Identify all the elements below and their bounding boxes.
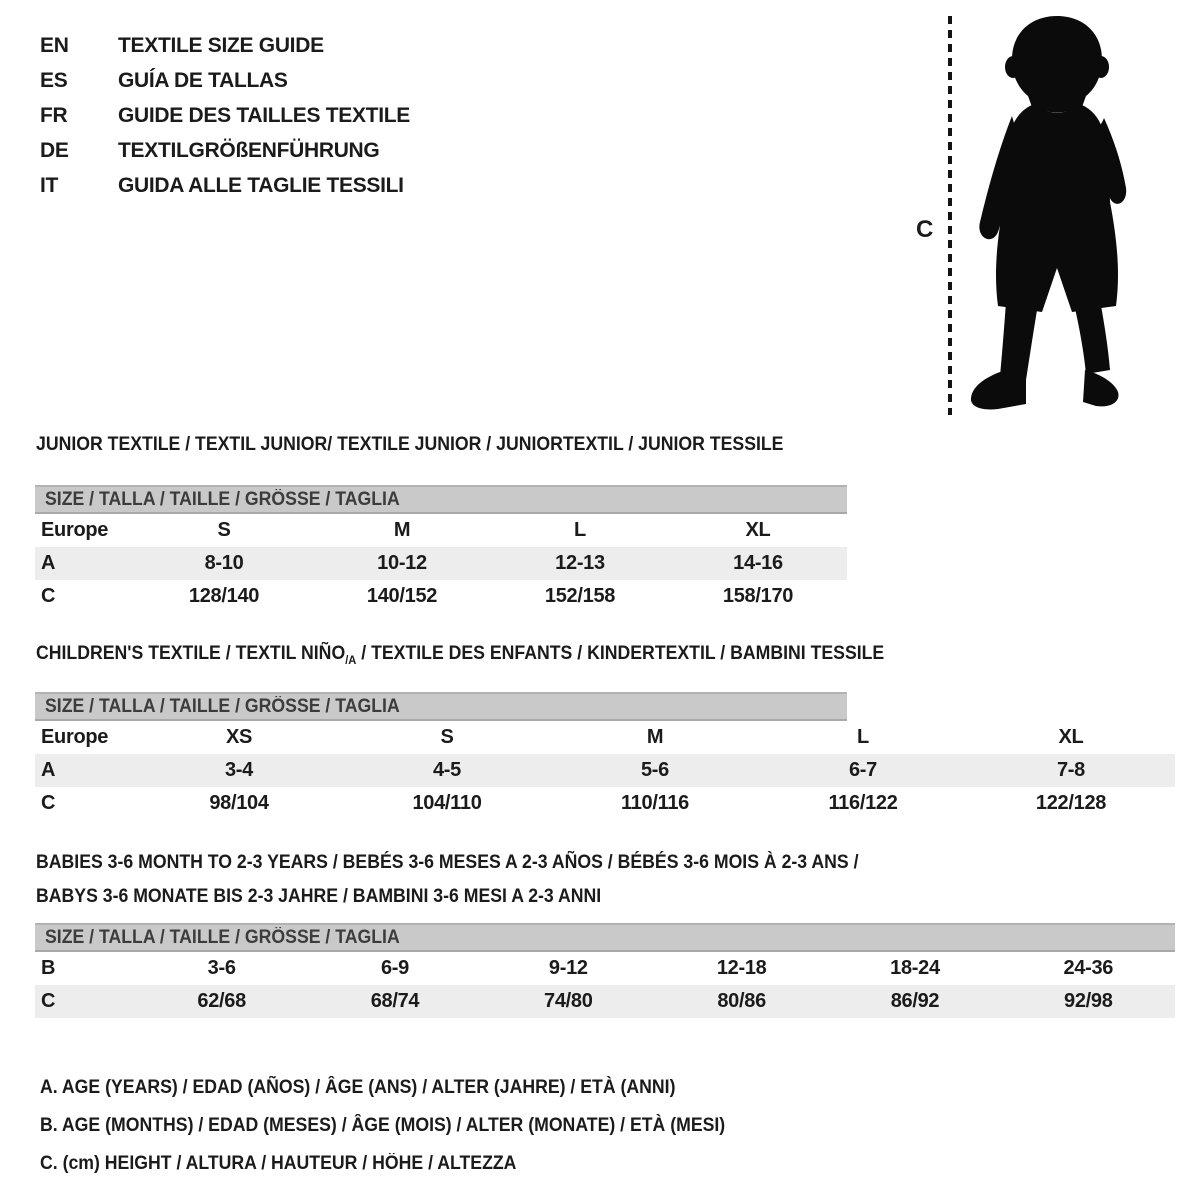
legend-line-c-wrap — [40, 1145, 777, 1183]
height-cell: 98/104 — [209, 792, 269, 814]
height-cell: 116/122 — [828, 792, 898, 814]
height-cell: 152/158 — [544, 585, 616, 607]
age-cell: 3-4 — [224, 759, 253, 781]
guide-title: TEXTILGRÖßENFÜHRUNG — [118, 138, 380, 162]
size-header-text: SIZE / TALLA / TAILLE / GRÖSSE / TAGLIA — [45, 489, 400, 510]
row-label: C — [41, 792, 56, 814]
age-cell: 5-6 — [640, 759, 669, 781]
age-cell: 12-13 — [555, 552, 605, 574]
language-title-list — [40, 28, 410, 203]
age-cell: 8-10 — [204, 552, 244, 574]
age-cell: 4-5 — [432, 759, 461, 781]
heading-babies-line1-wrap — [36, 846, 920, 880]
heading-babies-line2-wrap — [36, 880, 920, 914]
table-row — [35, 787, 1175, 820]
size-cell: XS — [225, 726, 253, 748]
heading-children-sub: /A — [345, 653, 357, 667]
age-cell: 18-24 — [890, 957, 940, 979]
legend-line-b: B. AGE (MONTHS) / EDAD (MESES) / ÂGE (MOIS) / ALTER (MONATE) / ETÀ (MESI) — [40, 1115, 726, 1136]
height-cell: 128/140 — [188, 585, 260, 607]
size-cell: M — [646, 726, 664, 748]
list-item — [40, 168, 410, 203]
size-cell: XL — [1058, 726, 1084, 748]
table-row — [35, 754, 1175, 787]
table-row — [35, 514, 847, 547]
height-cell: 110/116 — [621, 792, 689, 814]
age-cell: 9-12 — [548, 957, 588, 979]
table-babies — [35, 923, 1175, 1018]
table-row — [35, 952, 1175, 985]
list-item — [40, 63, 410, 98]
row-label: Europe — [41, 519, 109, 541]
list-item — [40, 28, 410, 63]
legend-line-a: A. AGE (YEARS) / EDAD (AÑOS) / ÂGE (ANS) / ALTER (JAHRE) / ETÀ (ANNI) — [40, 1077, 676, 1098]
age-cell: 10-12 — [377, 552, 427, 574]
size-cell: XL — [745, 519, 771, 541]
list-item — [40, 133, 410, 168]
table-row — [35, 580, 847, 613]
row-label: A — [41, 759, 56, 781]
section-heading-junior — [36, 433, 840, 457]
age-cell: 24-36 — [1063, 957, 1114, 979]
height-cell: 86/92 — [890, 990, 940, 1012]
height-cell: 68/74 — [370, 990, 420, 1012]
size-cell: S — [440, 726, 454, 748]
size-header-bar — [35, 692, 847, 721]
size-cell: M — [393, 519, 411, 541]
legend-line-b-wrap — [40, 1107, 777, 1145]
guide-title: GUIDE DES TAILLES TEXTILE — [118, 103, 410, 127]
row-label: C — [41, 990, 56, 1012]
measure-legend — [40, 1069, 777, 1183]
size-cell: S — [217, 519, 231, 541]
height-cell: 158/170 — [722, 585, 794, 607]
size-header-bar — [35, 923, 1175, 952]
height-cell: 62/68 — [197, 990, 246, 1012]
age-cell: 14-16 — [733, 552, 783, 574]
age-cell: 7-8 — [1056, 759, 1085, 781]
toddler-silhouette-icon — [962, 12, 1147, 417]
height-measure-label: C — [916, 216, 934, 243]
heading-children-post: / TEXTILE DES ENFANTS / KINDERTEXTIL / BAMBINI TESSILE — [356, 643, 885, 664]
height-cell: 80/86 — [717, 990, 766, 1012]
age-cell: 12-18 — [716, 957, 767, 979]
guide-title: TEXTILE SIZE GUIDE — [118, 33, 324, 57]
language-code: ES — [40, 68, 68, 92]
legend-line-c: C. (cm) HEIGHT / ALTURA / HAUTEUR / HÖHE / ALTEZZA — [40, 1153, 517, 1174]
language-code: EN — [40, 33, 69, 57]
row-label: C — [41, 585, 56, 607]
height-cell: 140/152 — [366, 585, 438, 607]
table-row — [35, 721, 1175, 754]
size-header-bar — [35, 485, 847, 514]
language-code: DE — [40, 138, 69, 162]
height-cell: 104/110 — [412, 792, 482, 814]
heading-babies-line1: BABIES 3-6 MONTH TO 2-3 YEARS / BEBÉS 3-6 MESES A 2-3 AÑOS / BÉBÉS 3-6 MOIS À 2-3 ANS / — [36, 852, 859, 873]
height-cell: 92/98 — [1064, 990, 1113, 1012]
section-heading-junior-text: JUNIOR TEXTILE / TEXTIL JUNIOR/ TEXTILE JUNIOR / JUNIORTEXTIL / JUNIOR TESSILE — [36, 434, 784, 455]
age-cell: 6-9 — [380, 957, 409, 979]
size-header-text: SIZE / TALLA / TAILLE / GRÖSSE / TAGLIA — [45, 696, 400, 717]
height-cell: 122/128 — [1035, 792, 1107, 814]
row-label: B — [41, 957, 56, 979]
age-cell: 6-7 — [848, 759, 877, 781]
height-dashed-line — [948, 16, 952, 415]
language-code: IT — [40, 173, 59, 197]
size-cell: L — [857, 726, 869, 748]
table-row — [35, 547, 847, 580]
heading-babies-line2: BABYS 3-6 MONATE BIS 2-3 JAHRE / BAMBINI 3-6 MESI A 2-3 ANNI — [36, 886, 602, 907]
guide-title: GUÍA DE TALLAS — [118, 68, 288, 92]
guide-title: GUIDA ALLE TAGLIE TESSILI — [118, 173, 404, 197]
language-code: FR — [40, 103, 68, 127]
table-junior — [35, 485, 847, 613]
size-cell: L — [574, 519, 586, 541]
row-label: A — [41, 552, 56, 574]
row-label: Europe — [41, 726, 109, 748]
heading-children-pre: CHILDREN'S TEXTILE / TEXTIL NIÑO — [36, 643, 346, 664]
table-children — [35, 692, 1175, 820]
height-cell: 74/80 — [544, 990, 593, 1012]
age-cell: 3-6 — [207, 957, 236, 979]
section-heading-babies — [36, 846, 920, 914]
size-header-text: SIZE / TALLA / TAILLE / GRÖSSE / TAGLIA — [45, 927, 400, 948]
section-heading-children-text — [36, 642, 884, 672]
legend-line-a-wrap — [40, 1069, 777, 1107]
section-heading-children — [36, 642, 948, 672]
table-row — [35, 985, 1175, 1018]
list-item — [40, 98, 410, 133]
